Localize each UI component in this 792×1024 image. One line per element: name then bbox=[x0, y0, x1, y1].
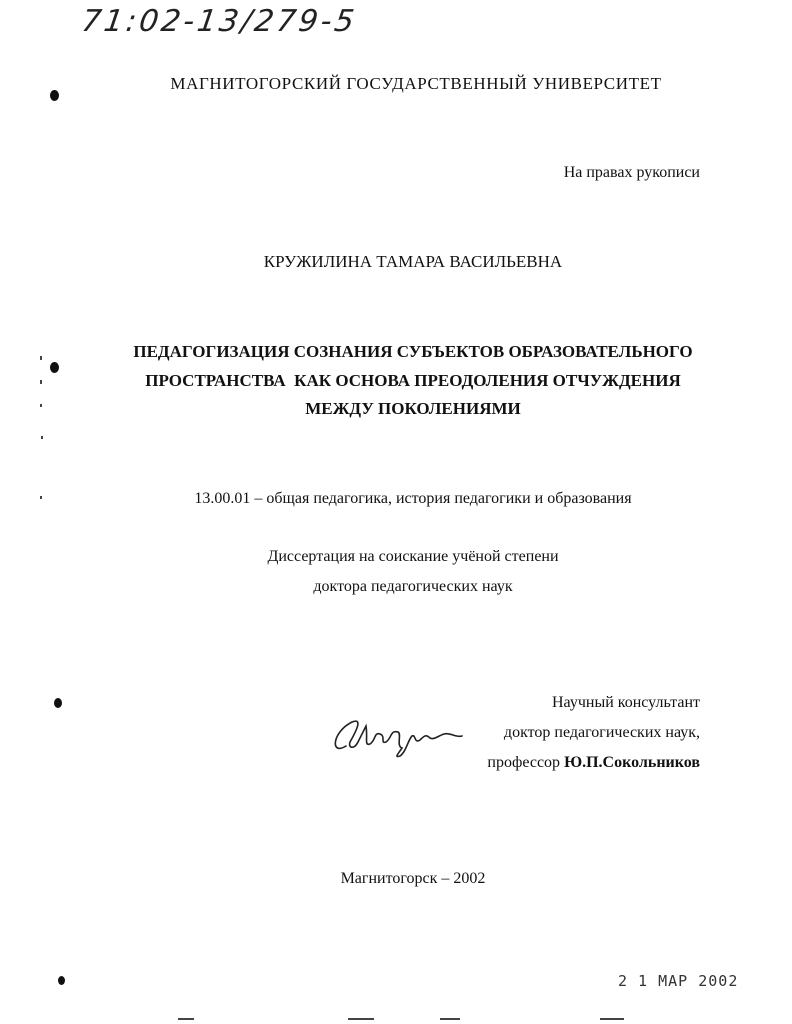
author-name: КРУЖИЛИНА ТАМАРА ВАСИЛЬЕВНА bbox=[263, 252, 563, 271]
title-line: МЕЖДУ ПОКОЛЕНИЯМИ bbox=[305, 399, 521, 418]
scan-edge-artifact bbox=[600, 1018, 624, 1020]
title-line: ПРОСТРАНСТВА КАК ОСНОВА ПРЕОДОЛЕНИЯ ОТЧУЖДЕНИЯ bbox=[145, 370, 681, 390]
consultant-title: профессор bbox=[487, 754, 561, 771]
consultant-name: Ю.П.Сокольников bbox=[564, 754, 700, 771]
manuscript-rights: На правах рукописи bbox=[563, 164, 700, 181]
signature bbox=[328, 712, 468, 762]
scan-speck bbox=[41, 436, 43, 439]
dissertation-degree-line2: доктора педагогических наук bbox=[313, 578, 513, 595]
city-year: Магнитогорск – 2002 bbox=[340, 870, 486, 887]
date-stamp: 2 1 МАР 2002 bbox=[618, 972, 739, 990]
dissertation-title bbox=[0, 338, 792, 424]
specialty-code: 13.00.01 – общая педагогика, история педагогики и образования bbox=[194, 490, 632, 507]
punch-hole-mark bbox=[54, 698, 62, 708]
archive-number: 71:02-13/279-5 bbox=[79, 4, 360, 39]
university-name: МАГНИТОГОРСКИЙ ГОСУДАРСТВЕННЫЙ УНИВЕРСИТЕТ bbox=[170, 74, 662, 93]
scan-edge-artifact bbox=[348, 1018, 374, 1020]
punch-hole-mark bbox=[58, 976, 65, 985]
consultant-degree: доктор педагогических наук, bbox=[503, 724, 700, 741]
scan-edge-artifact bbox=[440, 1018, 460, 1020]
dissertation-degree-line1: Диссертация на соискание учёной степени bbox=[267, 548, 559, 565]
title-line: ПЕДАГОГИЗАЦИЯ СОЗНАНИЯ СУБЪЕКТОВ ОБРАЗОВАТЕЛЬНОГО bbox=[133, 342, 693, 361]
consultant-role: Научный консультант bbox=[552, 694, 700, 711]
consultant-name-line bbox=[487, 754, 700, 772]
scan-edge-artifact bbox=[178, 1018, 194, 1020]
